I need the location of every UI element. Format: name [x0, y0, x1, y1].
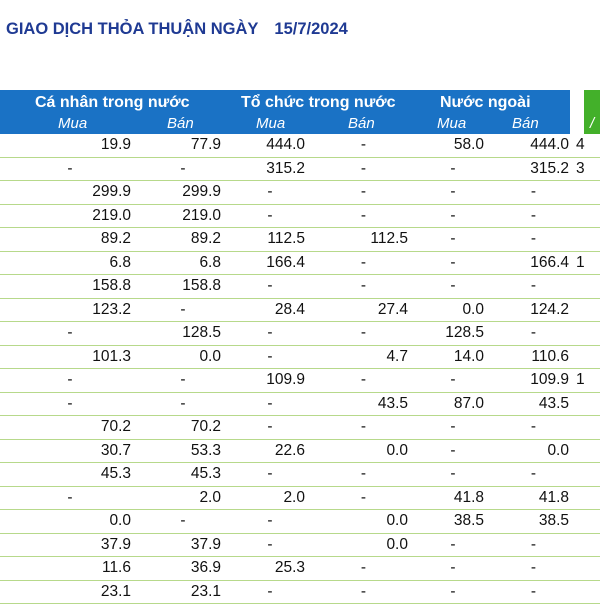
cell-extra: [574, 463, 600, 487]
cell-to-chuc-ban: -: [310, 251, 413, 275]
cell-to-chuc-ban: 0.0: [310, 510, 413, 534]
cell-extra: 4: [574, 134, 600, 157]
cell-ca-nhan-ban: 37.9: [136, 533, 226, 557]
cell-ca-nhan-mua: 19.9: [0, 134, 136, 157]
cell-to-chuc-mua: 28.4: [226, 298, 310, 322]
table-row: [0, 369, 600, 393]
cell-nuoc-ngoai-mua: 58.0: [413, 134, 489, 157]
cell-nuoc-ngoai-mua: 14.0: [413, 345, 489, 369]
cell-nuoc-ngoai-mua: 128.5: [413, 322, 489, 346]
table-row: [0, 463, 600, 487]
cell-to-chuc-ban: 43.5: [310, 392, 413, 416]
cell-ca-nhan-ban: 36.9: [136, 557, 226, 581]
cell-extra: [574, 228, 600, 252]
table-row: [0, 416, 600, 440]
cell-ca-nhan-mua: 219.0: [0, 204, 136, 228]
cell-ca-nhan-mua: -: [0, 369, 136, 393]
cell-ca-nhan-mua: 11.6: [0, 557, 136, 581]
cell-nuoc-ngoai-mua: -: [413, 228, 489, 252]
cell-ca-nhan-ban: -: [136, 157, 226, 181]
cell-to-chuc-ban: -: [310, 157, 413, 181]
cell-nuoc-ngoai-ban: 109.9: [489, 369, 574, 393]
cell-nuoc-ngoai-mua: -: [413, 157, 489, 181]
cell-to-chuc-mua: -: [226, 322, 310, 346]
cell-nuoc-ngoai-mua: 0.0: [413, 298, 489, 322]
cell-extra: [574, 322, 600, 346]
cell-nuoc-ngoai-ban: -: [489, 580, 574, 604]
cell-nuoc-ngoai-mua: -: [413, 181, 489, 205]
cell-to-chuc-ban: 4.7: [310, 345, 413, 369]
cell-ca-nhan-ban: 158.8: [136, 275, 226, 299]
cell-nuoc-ngoai-mua: -: [413, 275, 489, 299]
cell-to-chuc-mua: -: [226, 533, 310, 557]
table-row: [0, 345, 600, 369]
table-row: [0, 439, 600, 463]
cell-ca-nhan-mua: -: [0, 392, 136, 416]
cell-ca-nhan-ban: 0.0: [136, 345, 226, 369]
cell-to-chuc-mua: -: [226, 181, 310, 205]
cell-extra: [574, 510, 600, 534]
cell-ca-nhan-mua: 37.9: [0, 533, 136, 557]
sub-header-nuoc-ngoai-mua: Mua: [437, 115, 467, 132]
cell-ca-nhan-mua: 123.2: [0, 298, 136, 322]
cell-nuoc-ngoai-ban: -: [489, 228, 574, 252]
cell-to-chuc-mua: -: [226, 580, 310, 604]
cell-nuoc-ngoai-mua: -: [413, 439, 489, 463]
cell-extra: [574, 392, 600, 416]
cell-ca-nhan-mua: 70.2: [0, 416, 136, 440]
report-date: 15/7/2024: [274, 19, 348, 38]
cell-nuoc-ngoai-mua: -: [413, 204, 489, 228]
table-row: [0, 157, 600, 181]
cell-extra: 1: [574, 251, 600, 275]
cell-nuoc-ngoai-ban: 315.2: [489, 157, 574, 181]
table-row: [0, 251, 600, 275]
cell-to-chuc-mua: -: [226, 392, 310, 416]
cell-to-chuc-ban: -: [310, 580, 413, 604]
cell-extra: [574, 486, 600, 510]
table-row: [0, 322, 600, 346]
cell-nuoc-ngoai-ban: 124.2: [489, 298, 574, 322]
table-row: [0, 486, 600, 510]
cell-to-chuc-mua: -: [226, 345, 310, 369]
cell-extra: [574, 298, 600, 322]
cell-ca-nhan-mua: -: [0, 486, 136, 510]
cell-ca-nhan-ban: 299.9: [136, 181, 226, 205]
table-row: [0, 204, 600, 228]
cell-ca-nhan-mua: 6.8: [0, 251, 136, 275]
report-title: GIAO DỊCH THỎA THUẬN NGÀY: [6, 19, 259, 38]
table-row: [0, 181, 600, 205]
cell-to-chuc-ban: -: [310, 486, 413, 510]
cell-extra: [574, 533, 600, 557]
cell-ca-nhan-mua: 101.3: [0, 345, 136, 369]
cell-ca-nhan-ban: 6.8: [136, 251, 226, 275]
cell-nuoc-ngoai-mua: 38.5: [413, 510, 489, 534]
cell-ca-nhan-ban: -: [136, 392, 226, 416]
cell-nuoc-ngoai-mua: -: [413, 416, 489, 440]
cell-nuoc-ngoai-ban: 0.0: [489, 439, 574, 463]
cell-ca-nhan-mua: 45.3: [0, 463, 136, 487]
sub-header-ca-nhan-mua: Mua: [58, 115, 88, 132]
cell-ca-nhan-ban: 77.9: [136, 134, 226, 157]
cell-nuoc-ngoai-ban: -: [489, 557, 574, 581]
cell-ca-nhan-ban: 2.0: [136, 486, 226, 510]
cell-nuoc-ngoai-ban: 444.0: [489, 134, 574, 157]
table-row: [0, 134, 600, 157]
cell-ca-nhan-mua: 30.7: [0, 439, 136, 463]
negotiated-trades-table: [0, 134, 600, 604]
cell-ca-nhan-ban: -: [136, 510, 226, 534]
cell-extra: [574, 275, 600, 299]
cell-nuoc-ngoai-ban: 43.5: [489, 392, 574, 416]
cell-nuoc-ngoai-ban: -: [489, 463, 574, 487]
cell-extra: [574, 181, 600, 205]
cell-nuoc-ngoai-mua: -: [413, 463, 489, 487]
cell-to-chuc-ban: -: [310, 416, 413, 440]
cell-to-chuc-mua: -: [226, 463, 310, 487]
cell-to-chuc-mua: 444.0: [226, 134, 310, 157]
cell-to-chuc-mua: -: [226, 416, 310, 440]
cell-ca-nhan-mua: 23.1: [0, 580, 136, 604]
cell-to-chuc-ban: 27.4: [310, 298, 413, 322]
cell-ca-nhan-ban: 53.3: [136, 439, 226, 463]
cell-ca-nhan-mua: 158.8: [0, 275, 136, 299]
cell-ca-nhan-ban: 89.2: [136, 228, 226, 252]
cell-nuoc-ngoai-ban: -: [489, 275, 574, 299]
cell-to-chuc-mua: -: [226, 275, 310, 299]
cell-to-chuc-ban: -: [310, 463, 413, 487]
cell-to-chuc-mua: 112.5: [226, 228, 310, 252]
cell-ca-nhan-ban: 219.0: [136, 204, 226, 228]
cell-to-chuc-ban: -: [310, 181, 413, 205]
cell-ca-nhan-ban: 45.3: [136, 463, 226, 487]
cell-nuoc-ngoai-ban: 41.8: [489, 486, 574, 510]
group-ca-nhan-header: Cá nhân trong nước: [35, 94, 190, 111]
cell-to-chuc-mua: 109.9: [226, 369, 310, 393]
report-title-row: [6, 14, 348, 44]
cell-to-chuc-mua: 315.2: [226, 157, 310, 181]
cell-extra: [574, 416, 600, 440]
cell-nuoc-ngoai-ban: -: [489, 181, 574, 205]
cell-nuoc-ngoai-ban: 38.5: [489, 510, 574, 534]
cell-extra: 1: [574, 369, 600, 393]
cell-to-chuc-mua: -: [226, 510, 310, 534]
cell-extra: [574, 557, 600, 581]
cell-to-chuc-ban: -: [310, 275, 413, 299]
cell-to-chuc-mua: -: [226, 204, 310, 228]
table-row: [0, 557, 600, 581]
cell-to-chuc-ban: -: [310, 322, 413, 346]
cell-nuoc-ngoai-ban: -: [489, 204, 574, 228]
cell-ca-nhan-mua: -: [0, 157, 136, 181]
cell-ca-nhan-ban: 70.2: [136, 416, 226, 440]
table-row: [0, 275, 600, 299]
sub-header-ca-nhan-ban: Bán: [167, 115, 194, 132]
table-row: [0, 392, 600, 416]
table-row: [0, 533, 600, 557]
group-to-chuc-header: Tổ chức trong nước: [241, 94, 396, 111]
cell-to-chuc-mua: 22.6: [226, 439, 310, 463]
sub-header-partial: /: [590, 115, 595, 132]
cell-nuoc-ngoai-ban: -: [489, 533, 574, 557]
table-row: [0, 510, 600, 534]
cell-to-chuc-ban: -: [310, 204, 413, 228]
cell-nuoc-ngoai-ban: -: [489, 416, 574, 440]
sub-header-to-chuc-mua: Mua: [256, 115, 286, 132]
cell-to-chuc-ban: -: [310, 369, 413, 393]
cell-ca-nhan-ban: -: [136, 369, 226, 393]
cell-ca-nhan-mua: 299.9: [0, 181, 136, 205]
cell-to-chuc-mua: 166.4: [226, 251, 310, 275]
sub-header-nuoc-ngoai-ban: Bán: [512, 115, 539, 132]
cell-ca-nhan-mua: 0.0: [0, 510, 136, 534]
cell-ca-nhan-ban: -: [136, 298, 226, 322]
cell-nuoc-ngoai-mua: -: [413, 251, 489, 275]
sub-header-to-chuc-ban: Bán: [348, 115, 375, 132]
cell-to-chuc-ban: -: [310, 134, 413, 157]
group-nuoc-ngoai-header: Nước ngoài: [440, 94, 531, 111]
cell-extra: 3: [574, 157, 600, 181]
table-row: [0, 298, 600, 322]
cell-nuoc-ngoai-ban: 166.4: [489, 251, 574, 275]
cell-to-chuc-ban: -: [310, 557, 413, 581]
cell-nuoc-ngoai-mua: -: [413, 533, 489, 557]
cell-to-chuc-ban: 0.0: [310, 533, 413, 557]
cell-ca-nhan-mua: 89.2: [0, 228, 136, 252]
cell-ca-nhan-ban: 128.5: [136, 322, 226, 346]
cell-nuoc-ngoai-mua: 41.8: [413, 486, 489, 510]
table-row: [0, 228, 600, 252]
cell-nuoc-ngoai-mua: -: [413, 557, 489, 581]
cell-nuoc-ngoai-mua: -: [413, 369, 489, 393]
cell-to-chuc-ban: 112.5: [310, 228, 413, 252]
cell-nuoc-ngoai-ban: 110.6: [489, 345, 574, 369]
cell-to-chuc-mua: 25.3: [226, 557, 310, 581]
cell-ca-nhan-ban: 23.1: [136, 580, 226, 604]
cell-nuoc-ngoai-mua: -: [413, 580, 489, 604]
cell-nuoc-ngoai-mua: 87.0: [413, 392, 489, 416]
cell-nuoc-ngoai-ban: -: [489, 322, 574, 346]
cell-to-chuc-mua: 2.0: [226, 486, 310, 510]
cell-ca-nhan-mua: -: [0, 322, 136, 346]
cell-extra: [574, 345, 600, 369]
cell-extra: [574, 439, 600, 463]
cell-extra: [574, 204, 600, 228]
cell-to-chuc-ban: 0.0: [310, 439, 413, 463]
